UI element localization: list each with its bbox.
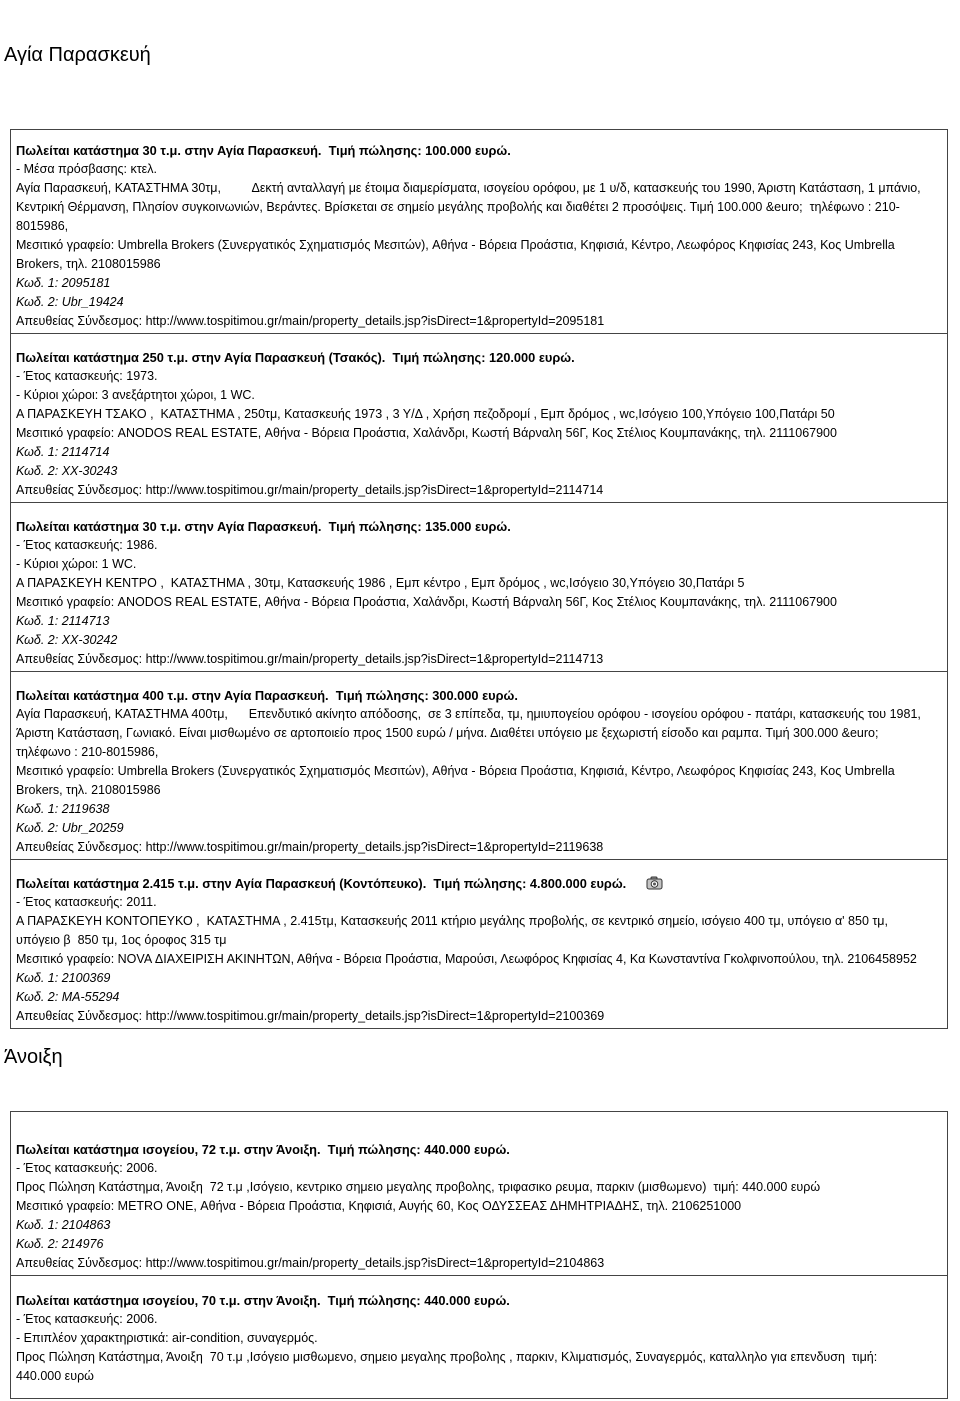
listing xyxy=(11,672,947,860)
direct-link-label: Απευθείας Σύνδεσμος: xyxy=(16,840,143,854)
listing-description-line: Κεντρική Θέρμανση, Πλησίον συγκοινωνιών, Βεράντες. Βρίσκεται σε σημείο μεγάλης προβολής και διαθέτει 2 προσόψεις. Τιμή 100.000 &euro; τηλέφωνο : 210- xyxy=(16,200,900,214)
direct-link xyxy=(16,481,947,500)
agency-line: Brokers, τηλ. 2108015986 xyxy=(16,257,161,271)
agency-line: Μεσιτικό γραφείο: ANODOS REAL ESTATE, Αθήνα - Βόρεια Προάστια, Χαλάνδρι, Κωστή Βάρναλη 56Γ, Κος Στέλιος Κουμπανάκης, τηλ. 2111067900 xyxy=(16,595,837,609)
listing xyxy=(11,1112,947,1276)
listing-description-line: υπόγειο β 850 τμ, 1ος όροφος 315 τμ xyxy=(16,933,227,947)
direct-link-label: Απευθείας Σύνδεσμος: xyxy=(16,1009,143,1023)
listing-code-2: Κωδ. 2: 214976 xyxy=(16,1237,104,1251)
direct-link-label: Απευθείας Σύνδεσμος: xyxy=(16,652,143,666)
listing-description-line: 8015986, xyxy=(16,219,69,233)
section-heading-anoixi: Άνοιξη xyxy=(4,1046,63,1068)
listing-title: Πωλείται κατάστημα ισογείου, 72 τ.μ. στην Άνοιξη. Τιμή πώλησης: 440.000 ευρώ. xyxy=(16,1142,510,1157)
direct-link xyxy=(16,650,947,669)
direct-link xyxy=(16,1007,947,1026)
listing-code-2: Κωδ. 2: Ubr_20259 xyxy=(16,821,124,835)
agency-line: Μεσιτικό γραφείο: NOVA ΔΙΑΧΕΙΡΙΣΗ ΑΚΙΝΗΤΩΝ, Αθήνα - Βόρεια Προάστια, Μαρούσι, Λεωφόρος Κηφισίας 4, Κα Κωνσταντίνα Γκολφινοπούλου, τηλ. 2106458952 xyxy=(16,952,917,966)
listing xyxy=(11,860,947,1028)
listing-code-2: Κωδ. 2: XX-30242 xyxy=(16,633,118,647)
listing-feature: - Κύριοι χώροι: 1 WC. xyxy=(16,557,137,571)
listing-code-1: Κωδ. 1: 2104863 xyxy=(16,1218,111,1232)
listing-code-1: Κωδ. 1: 2114713 xyxy=(16,614,110,628)
listings-box-anoixi xyxy=(10,1111,948,1399)
direct-link-url[interactable]: http://www.tospitimou.gr/main/property_details.jsp?isDirect=1&propertyId=2104863 xyxy=(145,1256,605,1270)
direct-link xyxy=(16,838,947,857)
listing-description-line: Αγία Παρασκευή, ΚΑΤΑΣΤΗΜΑ 30τμ, Δεκτή ανταλλαγή με έτοιμα διαμερίσματα, ισογείου ορόφου, με 1 υ/δ, κατασκευής του 1990, Άριστη Κατάσταση, 1 μπάνιο, xyxy=(16,181,921,195)
listing-description-line: Α ΠΑΡΑΣΚΕΥΗ ΚΕΝΤΡΟ , ΚΑΤΑΣΤΗΜΑ , 30τμ, Κατασκευής 1986 , Εμπ κέντρο , Εμπ δρόμος , wc,Ισόγειο 30,Υπόγειο 30,Πατάρι 5 xyxy=(16,576,745,590)
listing-title: Πωλείται κατάστημα ισογείου, 70 τ.μ. στην Άνοιξη. Τιμή πώλησης: 440.000 ευρώ. xyxy=(16,1293,510,1308)
listing-feature: - Έτος κατασκευής: 2006. xyxy=(16,1312,158,1326)
listing xyxy=(11,334,947,503)
listing-code-2: Κωδ. 2: XX-30243 xyxy=(16,464,118,478)
direct-link xyxy=(16,312,947,331)
listing-title: Πωλείται κατάστημα 400 τ.μ. στην Αγία Παρασκευή. Τιμή πώλησης: 300.000 ευρώ. xyxy=(16,688,518,703)
listing-title-row xyxy=(16,874,947,893)
listing-description-line: Άριστη Κατάσταση, Γωνιακό. Είναι μισθωμένο σε αρτοποιείο προς 1500 ευρώ / μήνα. Διαθέτει υπόγειο με ξεχωριστή είσοδο και ραμπα. Τιμή 300.000 &euro; xyxy=(16,726,879,740)
camera-icon xyxy=(646,876,663,890)
agency-line: Μεσιτικό γραφείο: METRO ONE, Αθήνα - Βόρεια Προάστια, Κηφισιά, Αυγής 60, Κος ΟΔΥΣΣΕΑΣ ΔΗΜΗΤΡΙΑΔΗΣ, τηλ. 2106251000 xyxy=(16,1199,742,1213)
agency-line: Brokers, τηλ. 2108015986 xyxy=(16,783,161,797)
listing-description-line: Αγία Παρασκευή, ΚΑΤΑΣΤΗΜΑ 400τμ, Επενδυτικό ακίνητο απόδοσης, σε 3 επίπεδα, τμ, ημιυπογείου ορόφου - ισογείου ορόφου - πατάρι, κατασκευής του 1981, xyxy=(16,707,921,721)
direct-link-label: Απευθείας Σύνδεσμος: xyxy=(16,483,143,497)
listing-feature: - Έτος κατασκευής: 2011. xyxy=(16,895,157,909)
listing-description-line: Προς Πώληση Κατάστημα, Άνοιξη 70 τ.μ ,Ισόγειο μισθωμενο, σημειο μεγαλης προβολης , παρκιν, Κλιματισμός, Συναγερμός, καταλληλο για επενδυση τιμή: xyxy=(16,1350,878,1364)
listing xyxy=(11,1276,947,1398)
listing-description-line: τηλέφωνο : 210-8015986, xyxy=(16,745,159,759)
direct-link-url[interactable]: http://www.tospitimou.gr/main/property_details.jsp?isDirect=1&propertyId=2095181 xyxy=(145,314,605,328)
listing-feature: - Έτος κατασκευής: 1986. xyxy=(16,538,158,552)
listing-code-1: Κωδ. 1: 2114714 xyxy=(16,445,110,459)
listings-box-agia-paraskevi xyxy=(10,129,948,1029)
listing-feature: - Μέσα πρόσβασης: κτελ. xyxy=(16,162,157,176)
listing-code-2: Κωδ. 2: MA-55294 xyxy=(16,990,120,1004)
listing xyxy=(11,130,947,334)
direct-link-url[interactable]: http://www.tospitimou.gr/main/property_details.jsp?isDirect=1&propertyId=2114713 xyxy=(145,652,604,666)
listing-title: Πωλείται κατάστημα 30 τ.μ. στην Αγία Παρασκευή. Τιμή πώλησης: 100.000 ευρώ. xyxy=(16,143,511,158)
listing-title: Πωλείται κατάστημα 250 τ.μ. στην Αγία Παρασκευή (Τσακός). Τιμή πώλησης: 120.000 ευρώ. xyxy=(16,350,575,365)
listing-feature: - Έτος κατασκευής: 2006. xyxy=(16,1161,158,1175)
agency-line: Μεσιτικό γραφείο: Umbrella Brokers (Συνεργατικός Σχηματισμός Μεσιτών), Αθήνα - Βόρεια Προάστια, Κηφισιά, Κέντρο, Λεωφόρος Κηφισίας 243, Κος Umbrella xyxy=(16,238,895,252)
listing-title: Πωλείται κατάστημα 30 τ.μ. στην Αγία Παρασκευή. Τιμή πώλησης: 135.000 ευρώ. xyxy=(16,519,511,534)
listing-code-2: Κωδ. 2: Ubr_19424 xyxy=(16,295,124,309)
listing-code-1: Κωδ. 1: 2095181 xyxy=(16,276,111,290)
direct-link xyxy=(16,1254,947,1273)
direct-link-url[interactable]: http://www.tospitimou.gr/main/property_details.jsp?isDirect=1&propertyId=2119638 xyxy=(145,840,604,854)
section-heading-agia-paraskevi: Αγία Παρασκευή xyxy=(4,44,151,66)
direct-link-label: Απευθείας Σύνδεσμος: xyxy=(16,1256,143,1270)
listing-feature: - Έτος κατασκευής: 1973. xyxy=(16,369,158,383)
listing-feature: - Κύριοι χώροι: 3 ανεξάρτητοι χώροι, 1 WC. xyxy=(16,388,255,402)
listing-code-1: Κωδ. 1: 2119638 xyxy=(16,802,110,816)
agency-line: Μεσιτικό γραφείο: ANODOS REAL ESTATE, Αθήνα - Βόρεια Προάστια, Χαλάνδρι, Κωστή Βάρναλη 56Γ, Κος Στέλιος Κουμπανάκης, τηλ. 2111067900 xyxy=(16,426,837,440)
direct-link-url[interactable]: http://www.tospitimou.gr/main/property_details.jsp?isDirect=1&propertyId=2100369 xyxy=(145,1009,605,1023)
listing-description-line: Προς Πώληση Κατάστημα, Άνοιξη 72 τ.μ ,Ισόγειο, κεντρικο σημειο μεγαλης προβολης, τριφασικο ρευμα, παρκιν (μισθωμενο) τιμή: 440.000 ευρώ xyxy=(16,1180,821,1194)
listing xyxy=(11,503,947,672)
listing-description-line: 440.000 ευρώ xyxy=(16,1369,94,1383)
direct-link-label: Απευθείας Σύνδεσμος: xyxy=(16,314,143,328)
listing-title: Πωλείται κατάστημα 2.415 τ.μ. στην Αγία Παρασκευή (Κοντόπευκο). Τιμή πώλησης: 4.800.000 ευρώ. xyxy=(16,876,627,891)
listing-description-line: Α ΠΑΡΑΣΚΕΥΗ ΤΣΑΚΟ , ΚΑΤΑΣΤΗΜΑ , 250τμ, Κατασκευής 1973 , 3 Υ/Δ , Χρήση πεζοδρομί , Εμπ δρόμος , wc,Ισόγειο 100,Υπόγειο 100,Πατάρι 50 xyxy=(16,407,835,421)
listing-code-1: Κωδ. 1: 2100369 xyxy=(16,971,111,985)
listing-description-line: Α ΠΑΡΑΣΚΕΥΗ ΚΟΝΤΟΠΕΥΚΟ , ΚΑΤΑΣΤΗΜΑ , 2.415τμ, Κατασκευής 2011 κτήριο μεγάλης προβολής, σε κεντρικό σημείο, ισόγειο 400 τμ, υπόγειο α' 850 τμ, xyxy=(16,914,888,928)
listing-feature: - Επιπλέον χαρακτηριστικά: air-condition, συναγερμός. xyxy=(16,1331,318,1345)
agency-line: Μεσιτικό γραφείο: Umbrella Brokers (Συνεργατικός Σχηματισμός Μεσιτών), Αθήνα - Βόρεια Προάστια, Κηφισιά, Κέντρο, Λεωφόρος Κηφισίας 243, Κος Umbrella xyxy=(16,764,895,778)
direct-link-url[interactable]: http://www.tospitimou.gr/main/property_details.jsp?isDirect=1&propertyId=2114714 xyxy=(145,483,604,497)
